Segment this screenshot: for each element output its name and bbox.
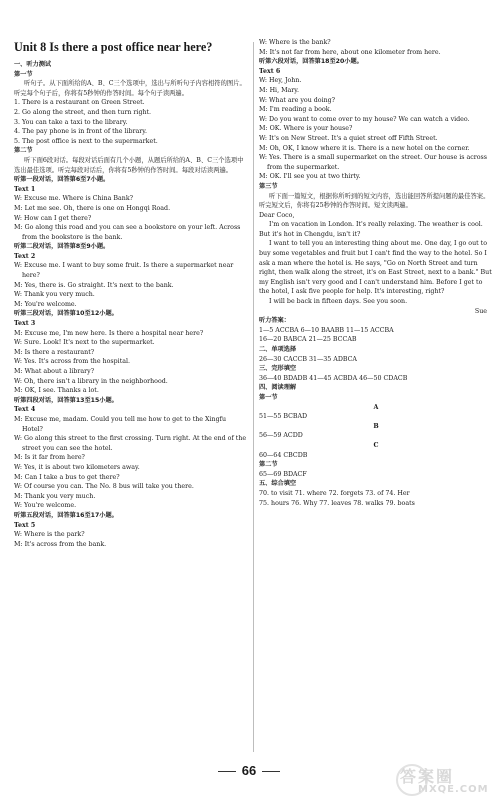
left-line: W: Excuse me. Where is China Bank? [14,195,134,203]
right-line: W: It's on New Street. It's a quiet street off Fifth Street. [259,134,438,142]
left-line: M: What about a library? [14,368,95,375]
right-line: 听下面一篇短文，根据你所听到的短文内容，选出能回答所提问题的最佳答案。听完短文后，你将有25秒钟的作答时间。短文读两遍。 [259,192,490,210]
left-line: W: Thank you very much. [14,291,95,299]
right-line: 70. to visit 71. where 72. forgets 73. of 74. Her [259,489,410,497]
column-divider [253,42,254,752]
right-line: 26—30 CACCB 31—35 ADBCA [259,355,357,363]
left-line: Text 4 [14,406,36,414]
left-line: 听第一段对话，回答第6至7小题。 [14,176,110,184]
left-line: 听第四段对话，回答第13至15小题。 [14,396,118,404]
right-line: Dear Coco, [259,211,295,219]
right-line: 65—69 BDACF [259,470,307,478]
left-line: W: Oh, there isn't a library in the neighborhood. [14,377,168,385]
left-line: 听句子。从下面所给的A、B、C三个选项中，选出与所听句子内容相符的图片。听完每个句子后，你将有5秒钟的作答时间。每个句子读两遍。 [14,80,246,97]
left-line: W: How can I get there? [14,214,92,222]
left-line: 一、听力测试 [14,61,52,68]
right-line: 三、完形填空 [259,365,297,373]
left-line: 听第五段对话，回答第16至17小题。 [14,511,118,519]
page-title: Unit 8 Is there a post office near here? [14,40,213,54]
left-line: Text 3 [14,320,36,328]
right-line: M: It's not far from here, about one kilometer from here. [259,48,441,56]
right-line: 听第六段对话，回答第18至20小题。 [259,58,363,66]
right-line: C [373,441,379,449]
left-line: 第二节 [14,147,33,155]
left-line: 3. You can take a taxi to the library. [14,118,128,126]
right-line: Text 6 [259,67,281,75]
right-line: W: Do you want to come over to my house? We can watch a video. [259,115,470,123]
right-line: W: What are you doing? [259,96,336,104]
left-line: M: Is there a restaurant? [14,348,95,356]
right-line: 16—20 BABCA 21—25 BCCAB [259,336,357,344]
right-line: M: Hi, Mary. [259,86,300,94]
left-line: M: Excuse me, madam. Could you tell me how to get to the Xingfu Hotel? [14,415,227,433]
watermark-url: MXQE.COM [418,784,489,795]
watermark-text: 答案圈 [400,767,455,786]
left-line: M: Is it far from here? [14,454,85,462]
right-line: W: Hey, John. [259,77,302,85]
left-line: 听下面6段对话。每段对话后面有几个小题，从题后所给的A、B、C三个选项中选出最佳选项。听完每段对话后，你将有5秒钟的作答时间。每段对话读两遍。 [14,156,244,174]
right-line: 60—64 CBCDB [259,451,308,459]
right-line: W: Where is the bank? [259,39,331,46]
left-line: 1. There is a restaurant on Green Street. [14,99,145,107]
right-line: 二、单项选择 [259,346,297,353]
right-line: I will be back in fifteen days. See you soon. [269,298,408,306]
left-line: 第一节 [14,70,33,78]
left-line: M: You're welcome. [14,300,77,308]
left-line: W: Sure. Look! It's next to the supermarket. [14,339,155,347]
right-line: 四、阅读理解 [259,384,297,392]
left-line: W: Go along this street to the first crossing. Turn right. At the end of the street you can see the hotel. [14,435,247,452]
right-line: 听力答案： [259,317,290,325]
right-line: 36—40 BDADB 41—45 ACBDA 46—50 CDACB [259,374,408,382]
left-line: 5. The post office is next to the supermarket. [14,137,158,145]
left-line: 4. The pay phone is in front of the library. [14,128,148,136]
left-line: 2. Go along the street, and then turn right. [14,108,152,116]
right-line: Sue [474,307,487,315]
right-line: I want to tell you an interesting thing about me. One day, I go out to buy some vegetables and fruit but I can't find the way to the hotel. So I ask a man where the hotel is. He says, "Go on North Street and turn right, then walk along the street, it's on East Street, next to a bank." But my English isn't very good and I can't understand him. Before I get to the hotel, I ask five people for help. It's interesting, right? [259,240,492,296]
right-line: M: OK. I'll see you at two thirty. [259,173,361,181]
left-line: Text 2 [14,252,36,260]
right-line: 1—5 ACCBA 6—10 BAABB 11—15 ACCBA [259,326,394,334]
left-line: W: Yes. It's across from the hospital. [14,358,130,366]
right-line: M: I'm reading a book. [259,106,332,114]
left-line: W: Of course you can. The No. 8 bus will take you there. [14,483,194,491]
left-line: M: Thank you very much. [14,492,96,500]
right-line: 51—55 BCBAD [259,413,308,421]
left-line: 听第三段对话，回答第10至12小题。 [14,310,118,318]
left-line: M: OK, I see. Thanks a lot. [14,387,99,395]
left-line: M: Let me see. Oh, there is one on Hongqi Road. [14,204,171,212]
right-line: M: Oh, OK, I know where it is. There is a new hotel on the corner. [259,144,470,152]
left-line: 听第二段对话，回答第8至9小题。 [14,243,110,251]
page-number: 66 [0,763,498,778]
left-column [14,60,248,549]
right-line: 第二节 [259,461,278,469]
right-line: B [373,422,379,430]
left-line: W: Where is the park? [14,531,85,539]
right-line: M: OK. Where is your house? [259,125,353,133]
right-column [259,38,493,508]
right-line: 五、综合填空 [259,480,297,488]
left-line: W: Excuse me. I want to buy some fruit. Is there a supermarket near here? [14,262,234,280]
right-line: A [373,403,379,411]
right-line: 75. hours 76. Why 77. leaves 78. walks 79. boats [259,499,415,507]
left-line: M: Can I take a bus to get there? [14,473,120,481]
left-line: W: Yes, it is about two kilometers away. [14,463,140,471]
left-line: Text 5 [14,521,36,529]
left-line: M: Excuse me, I'm new here. Is there a hospital near here? [14,329,204,337]
left-line: W: You're welcome. [14,502,77,510]
watermark-logo [396,764,494,798]
right-line: 56—59 ACDD [259,432,303,440]
left-line: M: Go along this road and you can see a bookstore on your left. Across from the bookstore is the bank. [14,224,241,241]
left-line: M: It's across from the bank. [14,540,107,548]
right-line: I'm on vacation in London. It's really relaxing. The weather is cool. But it's hot in Chengdu, isn't it? [259,221,483,238]
right-line: 第三节 [259,182,278,190]
left-line: M: Yes, there is. Go straight. It's next to the bank. [14,281,174,289]
left-line: Text 1 [14,185,36,193]
right-line: 第一节 [259,393,278,401]
right-line: W: Yes. There is a small supermarket on the street. Our house is across from the supermarket. [259,154,487,171]
